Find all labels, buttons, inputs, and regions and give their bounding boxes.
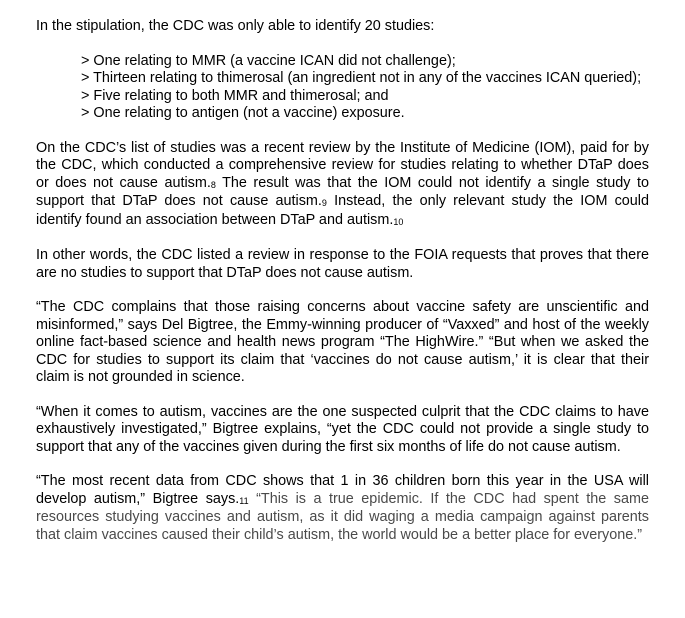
iom-review-paragraph <box>36 140 649 231</box>
intro-paragraph: In the stipulation, the CDC was only able to identify 20 studies: <box>36 18 435 34</box>
studies-list <box>36 53 649 123</box>
paragraph-text: “This is a true epidemic. If the CDC had spent the same resources studying vaccines and autism, as it did waging a media campaign against parents that claim vaccines caused their child’s autism, the world would be a better place for everyone.” <box>36 490 650 543</box>
list-item: > Thirteen relating to thimerosal (an ingredient not in any of the vaccines ICAN queried); <box>81 70 642 86</box>
list-item: > Five relating to both MMR and thimerosal; and <box>81 87 389 104</box>
bigtree-quote-paragraph: “The CDC complains that those raising concerns about vaccine safety are unscientific and misinformed,” says Del Bigtree, the Emmy-winning producer of “Vaxxed” and host of the weekly online fact-based science and health news program “The HighWire.” “But when we asked the CDC for studies to support its claim that ‘vaccines do not cause autism,’ it is clear that their claim is not grounded in science. <box>36 299 649 385</box>
footnote-marker: 9 <box>321 198 327 208</box>
list-item: > One relating to MMR (a vaccine ICAN did not challenge); <box>81 52 456 69</box>
epidemic-paragraph <box>36 473 649 544</box>
footnote-marker: 10 <box>393 216 404 227</box>
paragraph-text: “The most recent data from CDC shows that 1 in 36 children born this year in the USA will develop autism,” Bigtree says. <box>36 473 649 507</box>
autism-culprit-paragraph: “When it comes to autism, vaccines are the one suspected culprit that the CDC claims to have exhaustively investigated,” Bigtree explains, “yet the CDC could not provide a single study to support that any of the vaccines given during the first six months of life do not cause autism. <box>36 403 649 455</box>
footnote-marker: 11 <box>239 495 249 506</box>
paragraph-text: On the CDC’s list of studies was a recent review by the Institute of Medicine (IOM), paid for by the CDC, which conducted a comprehensive review for studies relating to whether DTaP does or does not cause autism. <box>36 139 649 191</box>
footnote-marker: 8 <box>210 179 216 190</box>
paragraph-text: The result was that the IOM could not identify a single study to support that DTaP does not cause autism. <box>36 174 649 209</box>
paragraph-text: Instead, the only relevant study the IOM could identify found an association between DTaP and autism. <box>36 193 649 228</box>
list-item: > One relating to antigen (not a vaccine) exposure. <box>81 105 405 121</box>
foia-paragraph: In other words, the CDC listed a review in response to the FOIA requests that proves that there are no studies to support that DTaP does not cause autism. <box>36 247 649 281</box>
